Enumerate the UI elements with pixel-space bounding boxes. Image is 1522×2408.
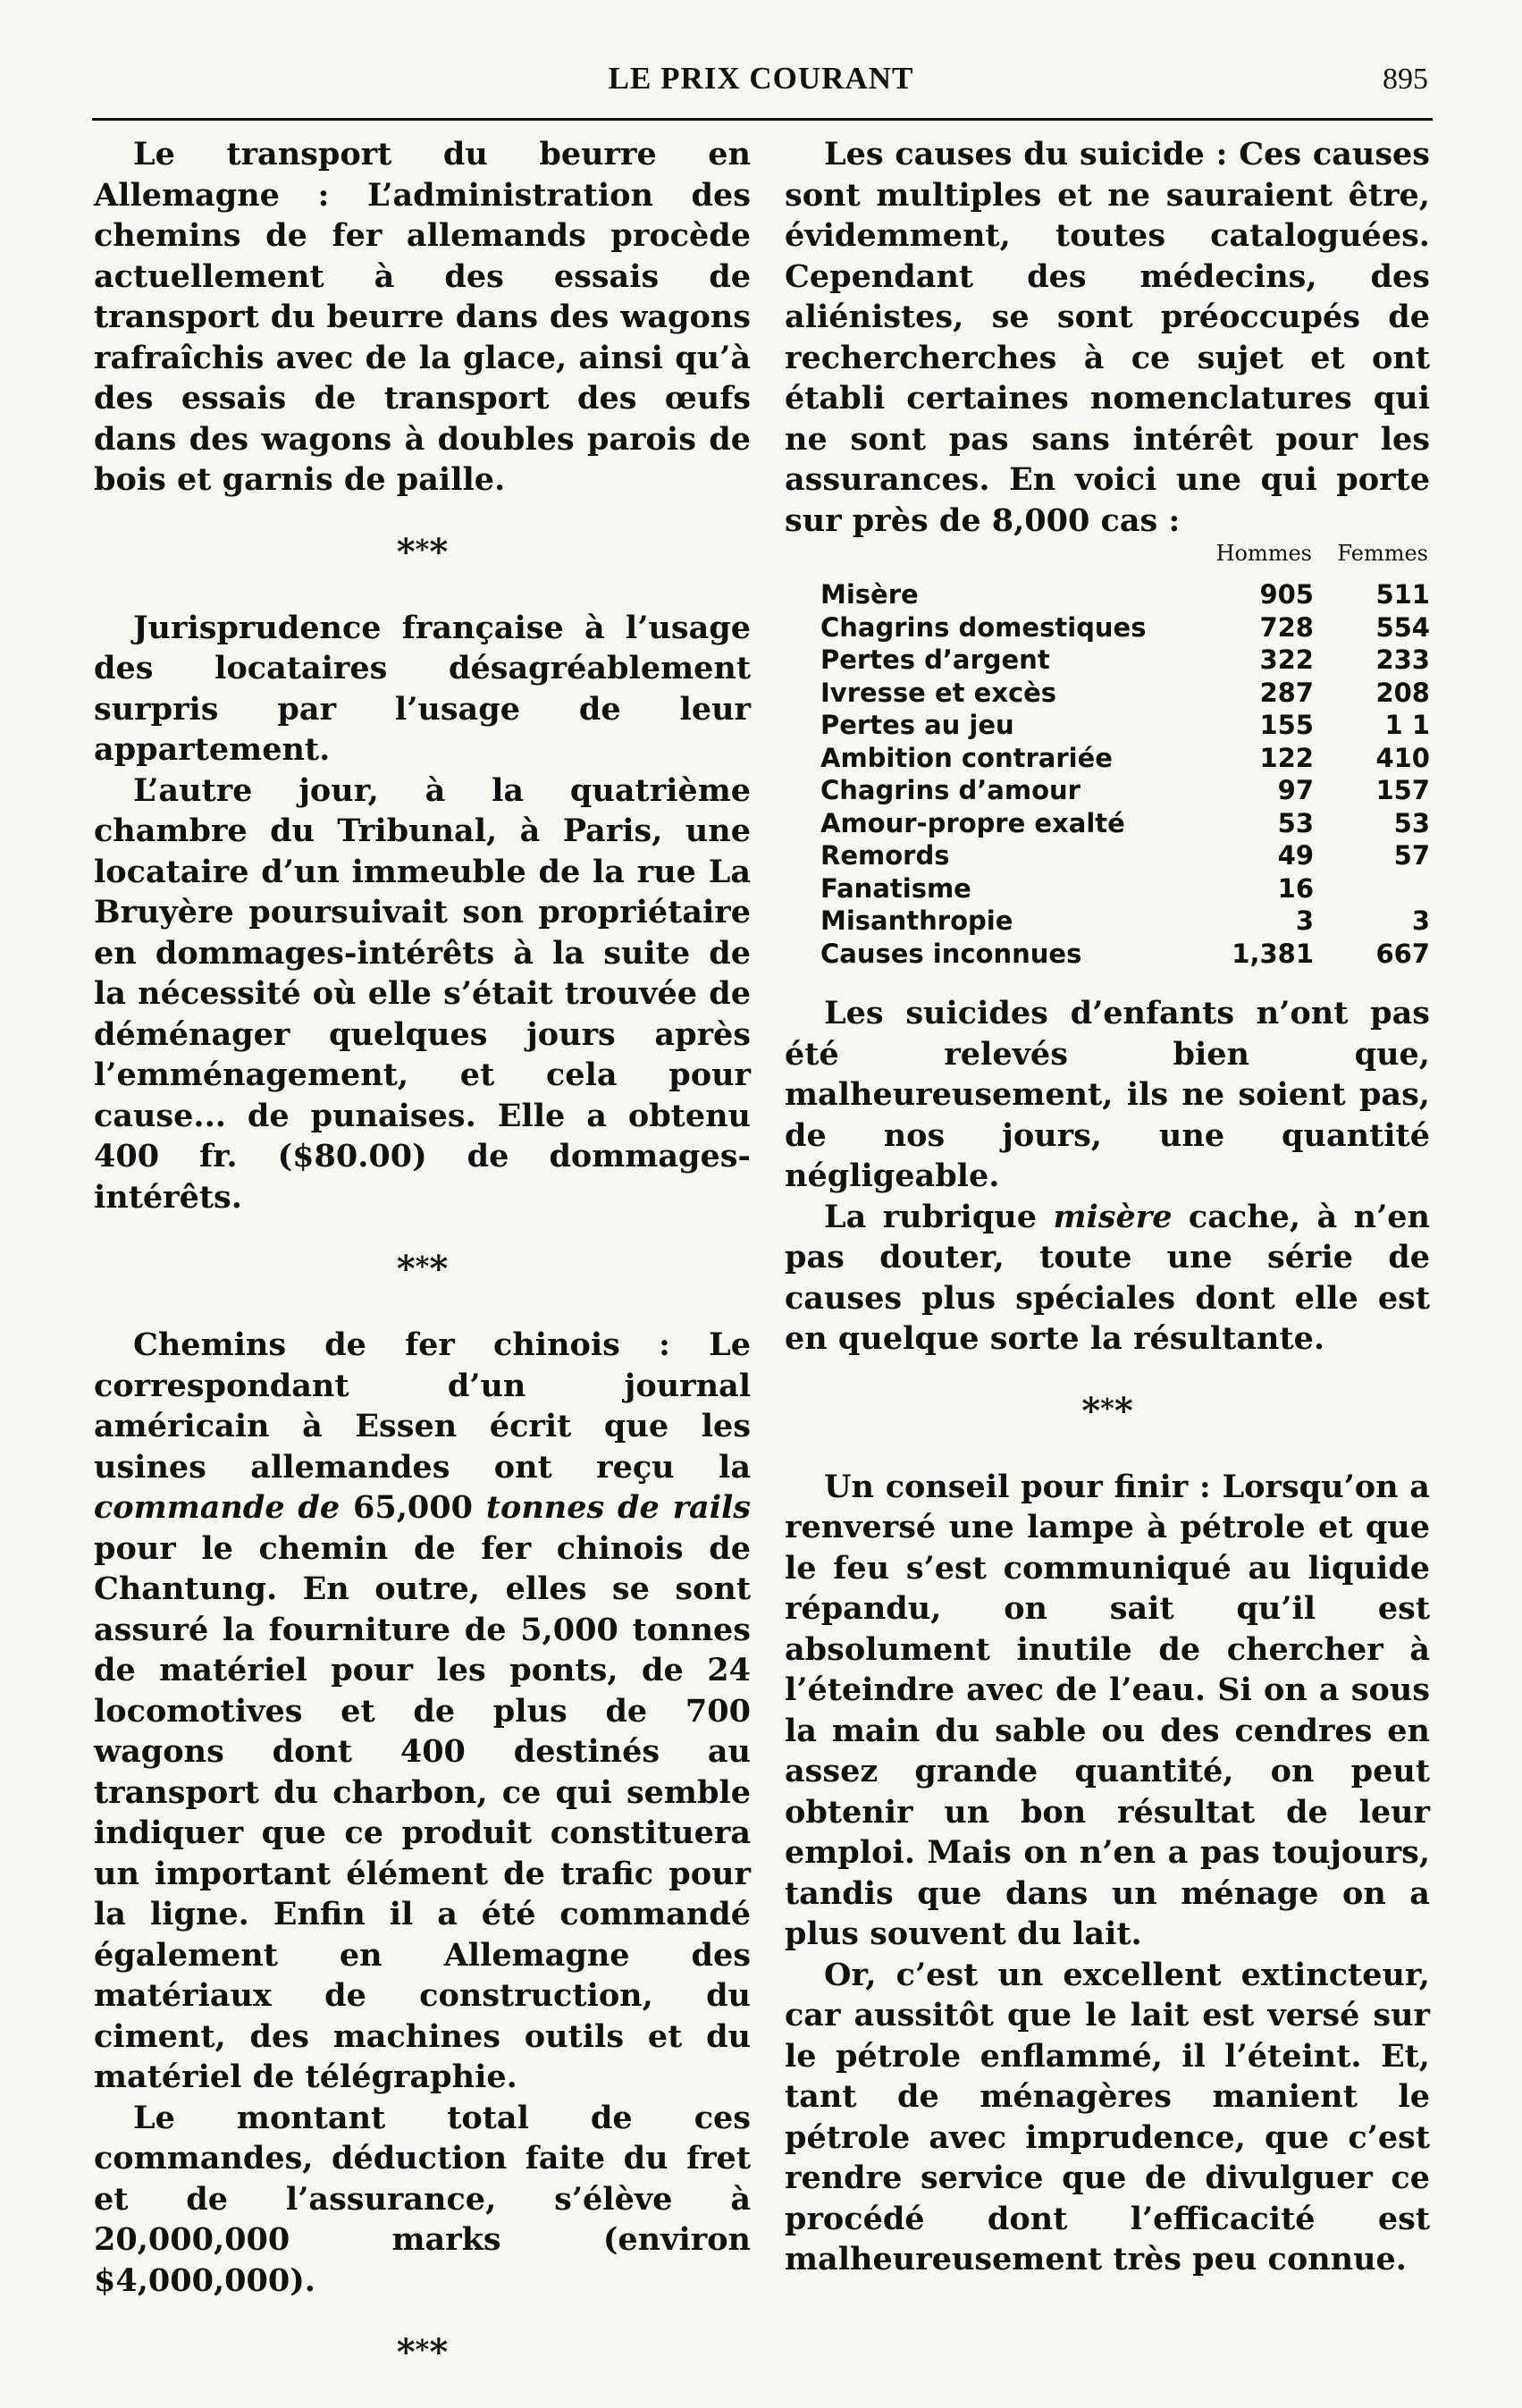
article-chemins-de-fer: Chemins de fer chinois : Le correspondant d’un journal américain à Essen écrit que les usines allemandes ont reçu la commande de 65,000 tonnes de rails pour le chemin de fer chinois de Chantung. En outre, elles se sont assuré la fourniture de 5,000 tonnes de matériel pour les ponts, de 24 locomotives et de plus de 700 wagons dont 400 destinés au transport du charbon, ce qui semble indiquer que ce produit constituera un important élément de trafic pour la ligne. Enfin il a été commandé également en Allemagne des matériaux de construction, du ciment, des machines outils et du matériel de télégraphie. [94, 1326, 752, 2095]
cause-cell: Ambition contrariée [820, 742, 1113, 773]
femmes-cell: 208 [1375, 677, 1430, 708]
cause-cell: Chagrins d’amour [820, 775, 1081, 805]
femmes-cell [1314, 872, 1430, 905]
table-row [785, 839, 1430, 872]
section-separator: *** [396, 2331, 449, 2373]
femmes-cell: 554 [1375, 611, 1430, 643]
femmes-cell: 667 [1375, 938, 1430, 969]
header-rule [92, 118, 1433, 121]
cause-cell: Misère [820, 579, 919, 610]
hommes-cell: 1,381 [1232, 938, 1314, 969]
cause-cell: Misanthropie [820, 905, 1013, 936]
table-row [785, 807, 1430, 840]
cause-cell: Chagrins domestiques [820, 611, 1147, 643]
right-column [785, 134, 1430, 2280]
hommes-cell: 287 [1259, 677, 1314, 708]
hommes-cell: 53 [1277, 807, 1314, 838]
table-row [785, 677, 1430, 710]
table-row [785, 872, 1430, 905]
article-suicide-intro: Les causes du suicide : Ces causes sont multiples et ne sauraient être, évidemment, toutes cataloguées. Cependant des médecins, des aliénistes, se sont préoccupés de rechercherches à ce sujet et ont établi certaines nomenclatures qui ne sont pas sans intérêt pour les assurances. En voici une qui porte sur près de 8,000 cas : [785, 136, 1430, 539]
table-row [785, 644, 1430, 677]
femmes-cell: 511 [1375, 579, 1430, 610]
table-row [785, 578, 1430, 611]
cause-cell: Pertes d’argent [820, 644, 1050, 675]
hommes-cell: 16 [1277, 872, 1314, 904]
column-header-hommes: Hommes [1215, 541, 1312, 566]
table-row [785, 905, 1430, 938]
femmes-cell: 53 [1393, 807, 1430, 838]
table-row [785, 709, 1430, 742]
cause-cell: Fanatisme [820, 872, 971, 904]
article-conseil: Un conseil pour finir : Lorsqu’on a renversé une lampe à pétrole et que le feu s’est communiqué au liquide répandu, on sait qu’il est absolument inutile de chercher à l’éteindre avec de l’eau. Si on a sous la main du sable ou des cendres en assez grande quantité, on peut obtenir un bon résultat de leur emploi. Mais on n’en a pas toujours, tandis que dans un ménage on a plus souvent du lait. [785, 1468, 1430, 1952]
hommes-cell: 155 [1259, 710, 1314, 740]
hommes-cell: 322 [1259, 644, 1314, 675]
hommes-cell: 3 [1295, 905, 1314, 936]
article-beurre: Le transport du beurre en Allemagne : L’administration des chemins de fer allemands procède actuellement à des essais de transport du beurre dans des wagons rafraîchis avec de la glace, ainsi qu’à des essais de transport des œufs dans des wagons à doubles parois de bois et garnis de paille. [94, 136, 751, 498]
femmes-cell: 1 1 [1384, 710, 1430, 740]
femmes-cell: 157 [1375, 775, 1430, 805]
section-separator: *** [396, 1248, 449, 1290]
table-row [785, 774, 1430, 807]
cause-cell: Ivresse et excès [820, 677, 1057, 708]
article-jurisprudence-body: L’autre jour, à la quatrième chambre du Tribunal, à Paris, une locataire d’un immeuble de la rue La Bruyère poursuivait son propriétaire en dommages-intérêts à la suite de la nécessité où elle s’était trouvée de déménager quelques jours après l’emménagement, et cela pour cause... de punaises. Elle a obtenu 400 fr. ($80.00) de dommages-intérêts. [94, 771, 751, 1216]
page-number: 895 [1383, 63, 1428, 96]
article-chemins-de-fer-total: Le montant total de ces commandes, déduction faite du fret et de l’assurance, s’élève à 20,000,000 marks (environ $4,000,000). [94, 2099, 751, 2299]
article-suicide-enfants: Les suicides d’enfants n’ont pas été relevés bien que, malheureusement, ils ne soient pas, de nos jours, une quantité négligeable. [785, 995, 1430, 1194]
table-row [785, 938, 1430, 971]
column-header-femmes: Femmes [1337, 541, 1428, 566]
hommes-cell: 97 [1277, 775, 1314, 805]
article-suicide-misere: La rubrique misère cache, à n’en pas douter, toute une série de causes plus spéciales dont elle est en quelque sorte la résultante. [785, 1198, 1430, 1357]
cause-cell: Remords [820, 840, 950, 871]
hommes-cell: 49 [1277, 840, 1314, 871]
hommes-cell: 728 [1259, 611, 1314, 643]
femmes-cell: 410 [1375, 742, 1430, 773]
femmes-cell: 3 [1411, 905, 1430, 936]
cause-cell: Pertes au jeu [820, 710, 1014, 740]
femmes-cell: 57 [1393, 840, 1430, 871]
cause-cell: Amour-propre exalté [820, 807, 1125, 838]
running-head [0, 61, 1522, 105]
article-jurisprudence-lead: Jurisprudence française à l’usage des locataires désagréablement surpris par l’usage de leur appartement. [94, 609, 751, 768]
article-conseil-extincteur: Or, c’est un excellent extincteur, car aussitôt que le lait est versé sur le pétrole enflammé, il l’éteint. Et, tant de ménagères manient le pétrole avec imprudence, que c’est rendre service que de divulguer ce procédé dont l’efficacité est malheureusement très peu connue. [785, 1956, 1430, 2277]
section-separator: *** [396, 530, 449, 573]
femmes-cell: 233 [1375, 644, 1430, 675]
suicide-causes-table [785, 541, 1430, 970]
journal-title: LE PRIX COURANT [608, 61, 914, 96]
hommes-cell: 122 [1259, 742, 1314, 773]
hommes-cell: 905 [1259, 579, 1314, 610]
section-separator: *** [1081, 1389, 1133, 1432]
cause-cell: Causes inconnues [820, 938, 1082, 969]
left-column [94, 134, 751, 2408]
table-row [785, 742, 1430, 775]
table-row [785, 611, 1430, 644]
